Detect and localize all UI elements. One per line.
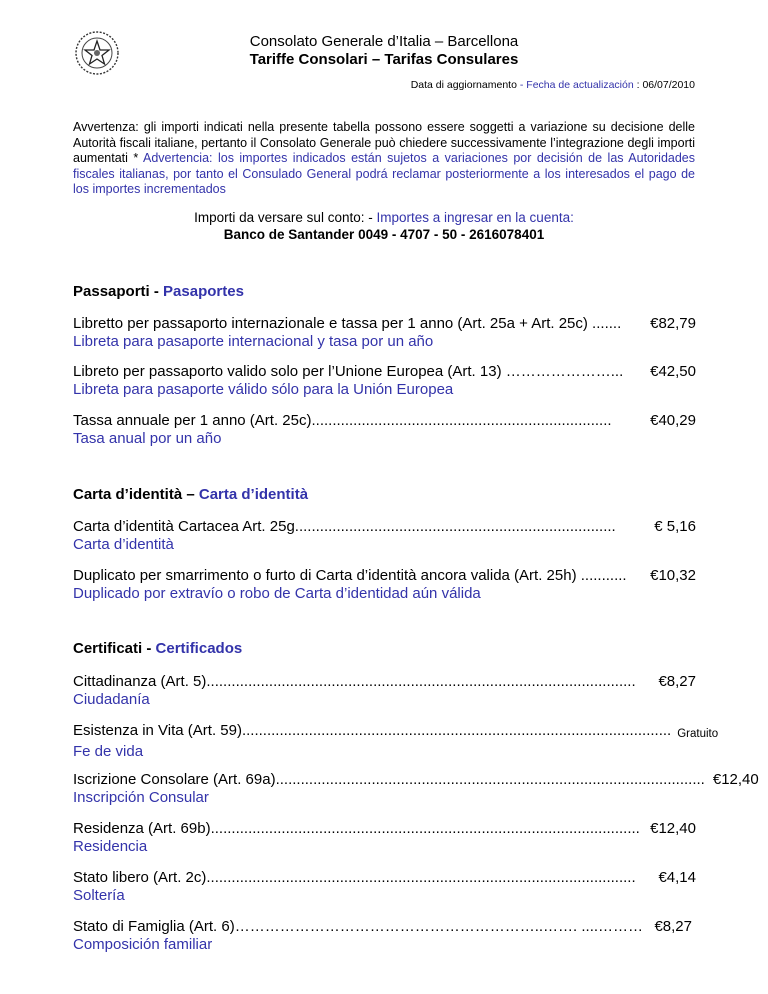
fee-leader-dots: ....................................................................................................... xyxy=(241,722,672,739)
fee-desc-it: Libretto per passaporto internazionale e tassa per 1 anno (Art. 25a + Art. 25c) ....... xyxy=(73,315,622,332)
fee-desc-it: Stato libero (Art. 2c) xyxy=(73,869,207,886)
fee-desc-es: Libreta para pasaporte válido sólo para la Unión Europea xyxy=(73,381,454,398)
account-label-it: Importi da versare sul conto: - xyxy=(194,210,373,225)
fee-price: €42,50 xyxy=(650,363,696,380)
fee-leader-dots: ....................................................................................................... xyxy=(210,820,640,837)
fee-desc-es: Tasa anual por un año xyxy=(73,430,222,447)
fee-desc-es: Composición familiar xyxy=(73,936,213,953)
fee-price: €8,27 xyxy=(658,673,696,690)
section-id-card-it: Carta d’identità – xyxy=(73,486,199,503)
fee-desc-it: Cittadinanza (Art. 5) xyxy=(73,673,207,690)
update-label-it: Data di aggiornamento xyxy=(410,79,517,91)
fee-desc-it: Libreto per passaporto valido solo per l’Unione Europea (Art. 13) …………………... xyxy=(73,363,624,380)
fee-desc-it: Carta d’identità Cartacea Art. 25g xyxy=(73,518,295,535)
fee-desc-it: Tassa annuale per 1 anno (Art. 25c) xyxy=(73,412,312,429)
fee-leader-dots: ........................................................................ xyxy=(311,412,612,429)
fee-desc-it: Stato di Famiglia (Art. 6) xyxy=(73,918,235,935)
warning-it: Avvertenza: gli importi indicati nella presente tabella possono essere soggetti a variazione su decisione delle Autorità fiscali italiane, pertanto il Consolato Generale può chiedere successivamente l’integrazione degli importi aumentati * xyxy=(73,120,695,165)
fee-leader-dots: ....................................................................................................... xyxy=(275,771,705,788)
fee-item-residence xyxy=(73,820,696,856)
fee-desc-es: Fe de vida xyxy=(73,743,144,760)
consulate-title: Consolato Generale d’Italia – Barcellona xyxy=(249,33,519,50)
section-passports-it: Passaporti - xyxy=(73,283,164,300)
fee-item-id-card xyxy=(73,518,696,554)
fee-price: Gratuito xyxy=(677,728,719,740)
fee-item-consular-registration xyxy=(73,771,759,807)
tariffs-subtitle: Tariffe Consolari – Tarifas Consulares xyxy=(249,51,519,68)
fee-desc-es: Duplicado por extravío o robo de Carta d’identidad aún válida xyxy=(73,585,481,602)
warning-es: Advertencia: los importes indicados están sujetos a variaciones por decisión de las Autoridades fiscales italianas, por tanto el Consulado General podrá reclamar posteriormente a los interesados el pago de los importes incrementados xyxy=(73,151,696,196)
fee-desc-it: Residenza (Art. 69b) xyxy=(73,820,211,837)
fee-leader-dots: ............................................................................. xyxy=(294,518,616,535)
fee-desc-it: Iscrizione Consolare (Art. 69a) xyxy=(73,771,276,788)
fee-leader-dots: ……………………………………………………..……. ....……… xyxy=(234,918,644,935)
fee-price: €12,40 xyxy=(650,820,696,837)
fee-item-family-status xyxy=(73,918,696,954)
fee-price: €8,27 xyxy=(654,918,692,935)
fee-item-single-status xyxy=(73,869,696,905)
account-instructions xyxy=(0,210,768,225)
fee-leader-dots: ....................................................................................................... xyxy=(206,673,636,690)
account-label-es: Importes a ingresar en la cuenta: xyxy=(376,210,574,225)
fee-leader-dots: ....................................................................................................... xyxy=(206,869,636,886)
bank-account-number: Banco de Santander 0049 - 4707 - 50 - 2616078401 xyxy=(223,227,545,242)
update-label-es: Fecha de actualización xyxy=(526,79,634,91)
fee-price: €40,29 xyxy=(650,412,696,429)
fee-item-passport-international xyxy=(73,315,696,351)
section-id-card-es: Carta d’identità xyxy=(198,486,309,503)
fee-desc-it: Esistenza in Vita (Art. 59) xyxy=(73,722,242,739)
section-certificates-es: Certificados xyxy=(155,640,243,657)
fee-price: € 5,16 xyxy=(654,518,696,535)
fee-desc-es: Soltería xyxy=(73,887,125,904)
fee-desc-it: Duplicato per smarrimento o furto di Carta d’identità ancora valida (Art. 25h) ........... xyxy=(73,567,627,584)
fee-item-passport-eu xyxy=(73,363,696,399)
fee-desc-es: Carta d’identità xyxy=(73,536,174,553)
section-certificates-it: Certificati - xyxy=(73,640,156,657)
fee-desc-es: Inscripción Consular xyxy=(73,789,209,806)
fee-desc-es: Residencia xyxy=(73,838,148,855)
section-certificates-heading xyxy=(73,640,242,657)
section-passports-heading xyxy=(73,283,244,300)
fee-item-id-card-duplicate xyxy=(73,567,696,603)
section-passports-es: Pasaportes xyxy=(163,283,244,300)
fee-price: €10,32 xyxy=(650,567,696,584)
fee-item-annual-tax xyxy=(73,412,696,448)
fee-price: €4,14 xyxy=(658,869,696,886)
warning-notice xyxy=(73,120,695,198)
fee-price: €82,79 xyxy=(650,315,696,332)
update-date: : 06/07/2010 xyxy=(633,79,695,91)
fee-price: €12,40 xyxy=(712,771,759,788)
update-separator: - xyxy=(516,79,527,91)
fee-item-citizenship xyxy=(73,673,696,709)
fee-desc-es: Ciudadanía xyxy=(73,691,150,708)
section-id-card-heading xyxy=(73,486,308,503)
fee-desc-es: Libreta para pasaporte internacional y tasa por un año xyxy=(73,333,434,350)
fee-item-life-certificate xyxy=(73,722,719,761)
update-date-line xyxy=(411,79,695,91)
